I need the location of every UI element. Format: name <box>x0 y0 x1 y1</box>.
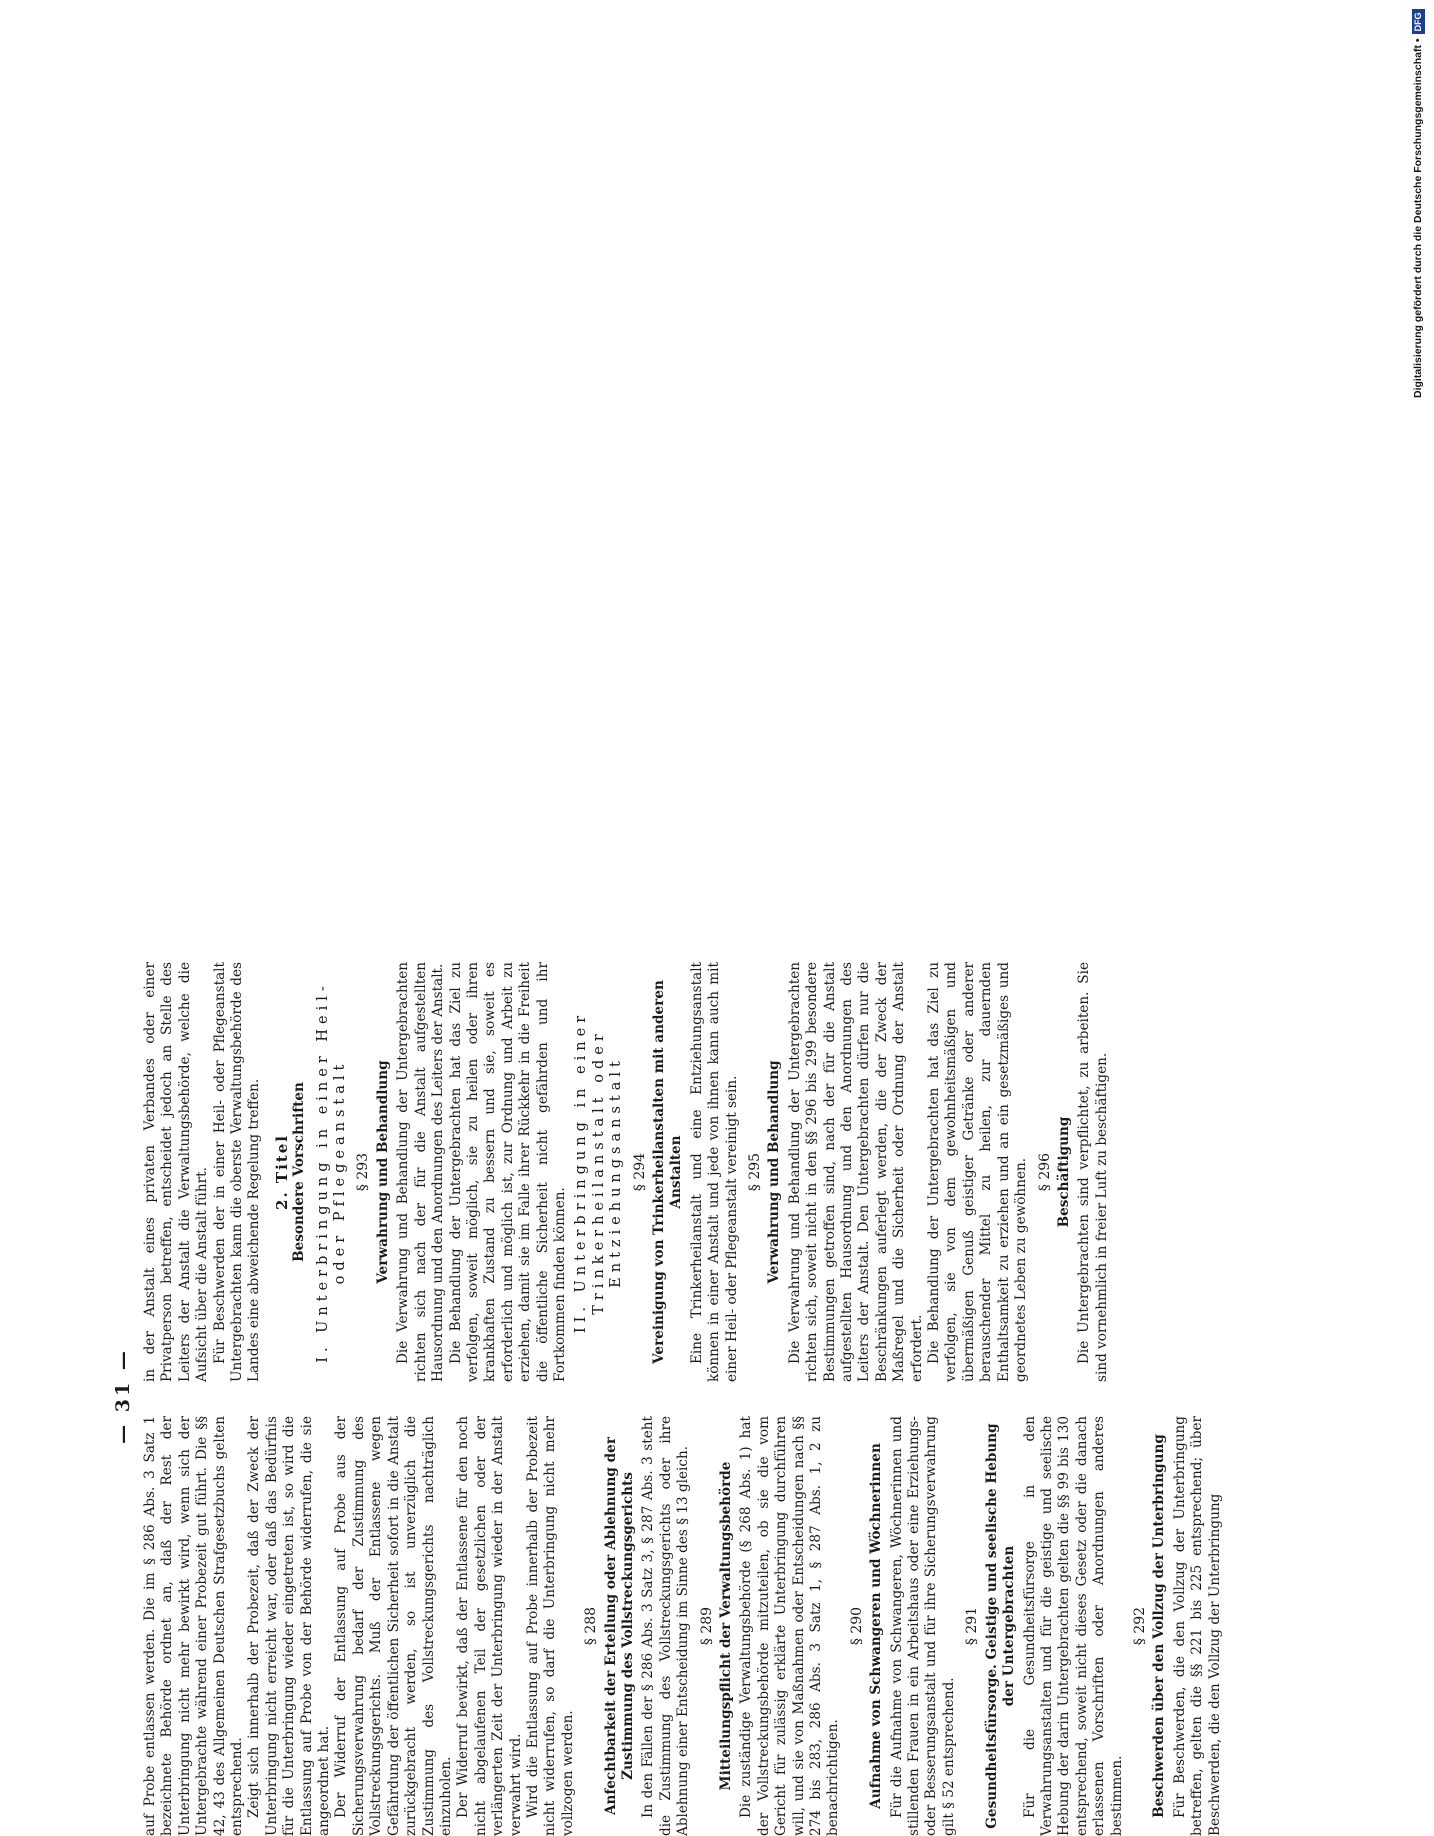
credit-text: Digitalisierung gefördert durch die Deutsche Forschungsgemeinschaft • <box>1412 38 1424 398</box>
section-title-295: Verwahrung und Behandlung <box>766 1060 783 1284</box>
section-text-295: Die Behandlung der Untergebrachten hat das Ziel zu verfolgen, sie von dem gewohnheitsmäßigen und übermäßigen Genuß geistiger Getränke oder anderer berauschender Mittel zu heilen, zur dauernden Enthaltsamkeit zu erziehen und an ein gesetzmäßiges und geordnetes Leben zu gewöhnen. <box>926 962 1030 1382</box>
section-text-296: Die Untergebrachten sind verpflichtet, zu arbeiten. Sie sind vornehmlich in freier Luft zu beschäftigen. <box>1076 962 1110 1382</box>
section-text-294: Eine Trinkerheilanstalt und eine Entziehungsanstalt können in einer Anstalt und jede von ihnen kann auch mit einer Heil- oder Pflegeanstalt vereinigt sein. <box>688 962 740 1382</box>
section-number-293: § 293 <box>355 1152 372 1192</box>
page-number: — 31 — <box>112 1348 134 1444</box>
section-number-292: § 292 <box>1131 1606 1148 1646</box>
section-number-291: § 291 <box>964 1606 981 1646</box>
section-title-289: Mitteilungspflicht der Verwaltungsbehörde <box>718 1461 734 1791</box>
section-number-288: § 288 <box>583 1606 600 1646</box>
paragraph: Wird die Entlassung auf Probe innerhalb der Probezeit nicht widerrufen, so darf die Unterbringung nicht mehr vollzogen werden. <box>524 1416 576 1836</box>
section-number-290: § 290 <box>848 1606 865 1646</box>
section-title-294: Vereinigung von Trinkerheilanstalten mit anderen Anstalten <box>650 980 685 1364</box>
section-number-294: § 294 <box>631 1152 648 1192</box>
section-number-289: § 289 <box>698 1606 715 1646</box>
section-text-292: Für Beschwerden, die den Vollzug der Unterbringung betreffen, gelten die §§ 221 bis 225 entsprechend; über Beschwerden, die den Vollzug der Unterbringung <box>1171 1416 1223 1836</box>
digitization-credit <box>1404 8 1432 398</box>
rotated-document-page <box>112 956 1292 1836</box>
section-text-293: Die Verwahrung und Behandlung der Untergebrachten richten sich nach der für die Anstalt aufgestellten Hausordnung und den Anordnungen des Leiters der Anstalt. <box>395 962 447 1382</box>
paragraph: Zeigt sich innerhalb der Probezeit, daß der Zweck der Unterbringung nicht erreicht war, oder daß das Bedürfnis für die Unterbringung wieder eingetreten ist, so wird die Entlassung auf Probe von der Behörde widerrufen, die sie angeordnet hat. <box>246 1416 333 1836</box>
paragraph: in der Anstalt eines privaten Verbandes oder einer Privatperson betreffen, entscheidet jedoch an Stelle des Leiters der Anstalt die Verwaltungsbehörde, welche die Aufsicht über die Anstalt führt. <box>142 962 211 1382</box>
paragraph: auf Probe entlassen werden. Die im § 286 Abs. 3 Satz 1 bezeichnete Behörde ordnet an, daß der Rest der Unterbringung nicht mehr bewirkt wird, wenn sich der Untergebrachte während einer Probezeit gut führt. Die §§ 42, 43 des Allgemeinen Deutschen Strafgesetzbuchs gelten entsprechend. <box>142 1416 246 1836</box>
part-heading-2: II. Unterbringung in einer Trinkerheilanstalt oder Entziehungsanstalt <box>573 1010 625 1334</box>
dfg-logo: DFG <box>1412 9 1425 34</box>
section-title-288: Anfechtbarkeit der Erteilung oder Ablehnung der Zustimmung des Vollstreckungsgerichts <box>602 1437 636 1815</box>
section-text-295: Die Verwahrung und Behandlung der Untergebrachten richten sich, soweit nicht in den §§ 296 bis 299 besondere Bestimmungen getroffen sind, nach der für die Anstalt aufgestellten Hausordnung und den Anordnungen des Leiters der Anstalt. Den Untergebrachten dürfen nur die Beschränkungen auferlegt werden, die der Zweck der Maßregel und die Sicherheit oder Ordnung der Anstalt erfordert. <box>786 962 925 1382</box>
title-number: 2. Titel <box>272 1134 291 1210</box>
section-title-293: Verwahrung und Behandlung <box>374 1060 391 1284</box>
section-title-290: Aufnahme von Schwangeren und Wöchnerinnen <box>868 1443 885 1809</box>
paragraph: Für Beschwerden der in einer Heil- oder Pflegeanstalt Untergebrachten kann die oberste Verwaltungsbehörde des Landes eine abweichende Regelung treffen. <box>211 962 263 1382</box>
title-heading: Besondere Vorschriften <box>291 1082 308 1262</box>
section-text-290: Für die Aufnahme von Schwangeren, Wöchnerinnen und stillenden Frauen in ein Arbeitshaus oder eine Erziehungs- oder Besserungsanstalt und für ihre Sicherungsverwahrung gilt § 52 entsprechend. <box>888 1416 957 1836</box>
left-text-column <box>142 1416 1292 1836</box>
paragraph: Der Widerruf bewirkt, daß der Entlassene für den noch nicht abgelaufenen Teil der gesetzlichen oder der verlängerten Zeit der Unterbringung wieder in der Anstalt verwahrt wird. <box>455 1416 524 1836</box>
section-text-288: In den Fällen der § 286 Abs. 3 Satz 3, § 287 Abs. 3 steht die Zustimmung des Vollstreckungsgerichts oder ihre Ablehnung einer Entscheidung im Sinne des § 13 gleich. <box>640 1416 692 1836</box>
section-number-295: § 295 <box>747 1152 763 1192</box>
section-text-293: Die Behandlung der Untergebrachten hat das Ziel zu verfolgen, soweit möglich, sie zu heilen oder ihren krankhaften Zustand zu bessern und sie, soweit es erforderlich und möglich ist, zur Ordnung und Arbeit zu erziehen, damit sie im Falle ihrer Rückkehr in die Freiheit die öffentliche Sicherheit nicht gefährden und ihr Fortkommen finden können. <box>447 962 568 1382</box>
section-text-291: Für die Gesundheitsfürsorge in den Verwahrungsanstalten und für die geistige und seelische Hebung der darin Untergebrachten gelten die §§ 99 bis 130 entsprechend, soweit nicht dieses Gesetz oder die danach erlassenen Vorschriften oder Anordnungen anderes bestimmen. <box>1021 1416 1125 1836</box>
section-title-291: Gesundheitsfürsorge. Geistige und seelische Hebung der Untergebrachten <box>983 1423 1018 1829</box>
right-text-column <box>142 962 1292 1382</box>
section-title-296: Beschäftigung <box>1055 1116 1072 1228</box>
paragraph: Der Widerruf der Entlassung auf Probe aus der Sicherungsverwahrung bedarf der Zustimmung des Vollstreckungsgerichts. Muß der Entlassene wegen Gefährdung der öffentlichen Sicherheit sofort in die Anstalt zurückgebracht werden, so ist unverzüglich die Zustimmung des Vollstreckungsgerichts nachträglich einzuholen. <box>333 1416 454 1836</box>
section-title-292: Beschwerden über den Vollzug der Unterbringung <box>1151 1434 1168 1818</box>
section-number-296: § 296 <box>1036 1152 1053 1192</box>
part-heading-1: I. Unterbringung in einer Heil- oder Pflegeanstalt <box>314 981 349 1363</box>
section-text-289: Die zuständige Verwaltungsbehörde (§ 268 Abs. 1) hat der Vollstreckungsbehörde mitzuteilen, ob sie die vom Gericht für zulässig erklärte Unterbringung durchführen will, und sie von Maßnahmen oder Entscheidungen nach §§ 274 bis 283, 286 Abs. 3 Satz 1, § 287 Abs. 1, 2 zu benachrichtigen. <box>738 1416 842 1836</box>
